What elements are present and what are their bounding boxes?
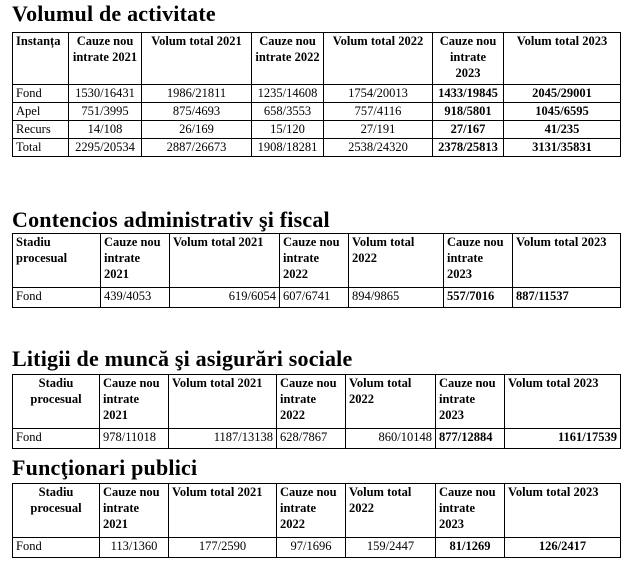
table-cell: 978/11018 xyxy=(100,429,169,449)
table-header-row xyxy=(13,375,621,429)
table-row xyxy=(13,538,621,558)
table-cell: 1530/16431 xyxy=(69,85,142,103)
header-cell: Cauze nou intrate 2023 xyxy=(436,484,505,538)
header-cell: Volum total 2021 xyxy=(142,33,252,85)
header-cell: Volum total 2022 xyxy=(346,484,436,538)
table-cell: 14/108 xyxy=(69,121,142,139)
table-row xyxy=(13,103,621,121)
table-functionari xyxy=(12,483,621,558)
table-cell: 2378/25813 xyxy=(433,139,504,157)
header-cell: Cauze nou intrate 2022 xyxy=(280,234,349,288)
table-cell: 628/7867 xyxy=(277,429,346,449)
header-cell: Instanța xyxy=(13,33,69,85)
table-cell: 751/3995 xyxy=(69,103,142,121)
table-cell: Fond xyxy=(13,288,101,308)
table-cell: 113/1360 xyxy=(100,538,169,558)
header-cell: Stadiu procesual xyxy=(13,375,100,429)
header-cell: Cauze nou intrate 2023 xyxy=(433,33,504,85)
table-cell: 877/12884 xyxy=(436,429,505,449)
table-cell: 27/191 xyxy=(324,121,433,139)
table-row xyxy=(13,139,621,157)
table-row xyxy=(13,85,621,103)
table-cell: 159/2447 xyxy=(346,538,436,558)
table-cell: 2045/29001 xyxy=(504,85,621,103)
table-cell: Fond xyxy=(13,538,100,558)
header-cell: Volum total 2023 xyxy=(505,484,621,538)
header-cell: Stadiu procesual xyxy=(13,484,100,538)
header-cell: Volum total 2023 xyxy=(504,33,621,85)
header-cell: Volum total 2021 xyxy=(170,234,280,288)
table-cell: 26/169 xyxy=(142,121,252,139)
table-header-row xyxy=(13,33,621,85)
table-cell: 557/7016 xyxy=(444,288,513,308)
header-cell: Volum total 2022 xyxy=(346,375,436,429)
table-cell: 15/120 xyxy=(252,121,324,139)
table-cell: 619/6054 xyxy=(170,288,280,308)
table-cell: 81/1269 xyxy=(436,538,505,558)
table-row xyxy=(13,288,621,308)
table-cell: 3131/35831 xyxy=(504,139,621,157)
table-cell: 860/10148 xyxy=(346,429,436,449)
table-header-row xyxy=(13,234,621,288)
table-cell: Total xyxy=(13,139,69,157)
table-cell: 875/4693 xyxy=(142,103,252,121)
table-cell: Fond xyxy=(13,429,100,449)
header-cell: Cauze nou intrate 2021 xyxy=(100,484,169,538)
header-cell: Volum total 2023 xyxy=(513,234,621,288)
table-cell: 2295/20534 xyxy=(69,139,142,157)
table-cell: 1433/19845 xyxy=(433,85,504,103)
table-cell: 177/2590 xyxy=(169,538,277,558)
table-cell: 1754/20013 xyxy=(324,85,433,103)
table-cell: 2887/26673 xyxy=(142,139,252,157)
table-cell: 1986/21811 xyxy=(142,85,252,103)
table-cell: 1187/13138 xyxy=(169,429,277,449)
section-title-contencios: Contencios administrativ şi fiscal xyxy=(12,207,330,232)
table-cell: 126/2417 xyxy=(505,538,621,558)
section-title-litigii: Litigii de muncă şi asigurări sociale xyxy=(12,346,353,371)
table-cell: 918/5801 xyxy=(433,103,504,121)
table-cell: 887/11537 xyxy=(513,288,621,308)
table-cell: Apel xyxy=(13,103,69,121)
table-litigii xyxy=(12,374,621,449)
header-cell: Cauze nou intrate 2021 xyxy=(100,375,169,429)
table-cell: 757/4116 xyxy=(324,103,433,121)
header-cell: Cauze nou intrate 2021 xyxy=(101,234,170,288)
table-cell: Fond xyxy=(13,85,69,103)
table-cell: 2538/24320 xyxy=(324,139,433,157)
table-cell: 41/235 xyxy=(504,121,621,139)
header-cell: Volum total 2022 xyxy=(324,33,433,85)
table-cell: 658/3553 xyxy=(252,103,324,121)
header-cell: Cauze nou intrate 2021 xyxy=(69,33,142,85)
header-cell: Cauze nou intrate 2023 xyxy=(444,234,513,288)
header-cell: Volum total 2022 xyxy=(349,234,444,288)
header-cell: Cauze nou intrate 2022 xyxy=(277,484,346,538)
table-cell: 439/4053 xyxy=(101,288,170,308)
table-row xyxy=(13,121,621,139)
table-cell: 27/167 xyxy=(433,121,504,139)
table-contencios xyxy=(12,233,621,308)
table-cell: 97/1696 xyxy=(277,538,346,558)
table-cell: 894/9865 xyxy=(349,288,444,308)
header-cell: Volum total 2021 xyxy=(169,375,277,429)
table-cell: 607/6741 xyxy=(280,288,349,308)
table-row xyxy=(13,429,621,449)
header-cell: Cauze nou intrate 2023 xyxy=(436,375,505,429)
table-cell: Recurs xyxy=(13,121,69,139)
table-cell: 1045/6595 xyxy=(504,103,621,121)
section-title-functionari: Funcţionari publici xyxy=(12,455,198,480)
header-cell: Stadiu procesual xyxy=(13,234,101,288)
table-volum-activitate xyxy=(12,32,621,157)
section-title-volum: Volumul de activitate xyxy=(12,1,216,26)
header-cell: Cauze nou intrate 2022 xyxy=(252,33,324,85)
header-cell: Volum total 2023 xyxy=(505,375,621,429)
table-cell: 1908/18281 xyxy=(252,139,324,157)
table-header-row xyxy=(13,484,621,538)
header-cell: Cauze nou intrate 2022 xyxy=(277,375,346,429)
table-cell: 1161/17539 xyxy=(505,429,621,449)
table-cell: 1235/14608 xyxy=(252,85,324,103)
header-cell: Volum total 2021 xyxy=(169,484,277,538)
